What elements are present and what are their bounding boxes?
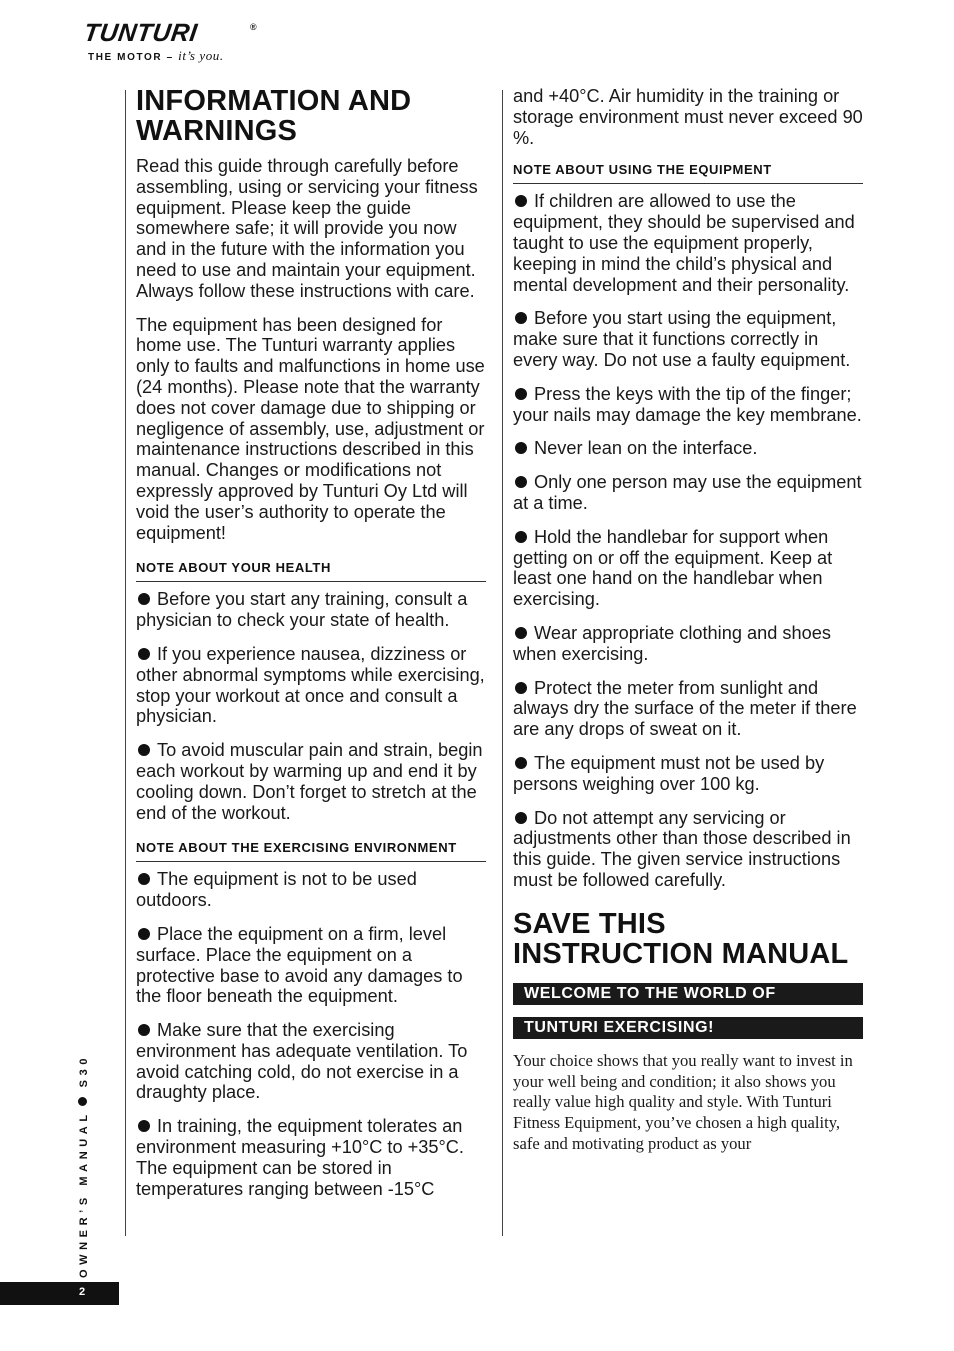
side-label <box>78 1054 90 1278</box>
environment-continued: and +40°C. Air humidity in the training or storage environment must never exceed 90 %. <box>513 86 863 148</box>
right-column <box>513 86 863 1168</box>
page-title: INFORMATION AND WARNINGS <box>136 85 412 147</box>
list-item: In training, the equipment tolerates an environment measuring +10°C to +35°C. The equipment can be stored in temperatures ranging between -15°C <box>136 1116 464 1199</box>
bullet-icon <box>515 195 527 207</box>
tagline-prefix: THE MOTOR – <box>88 52 174 63</box>
tunturi-logo <box>82 19 284 66</box>
list-item: If children are allowed to use the equipment, they should be supervised and taught to use the equipment properly, keeping in mind the child’s physical and mental development and their personality. <box>513 191 855 295</box>
list-item: Before you start using the equipment, make sure that it functions correctly in every way. Do not use a faulty equipment. <box>513 308 851 370</box>
welcome-paragraph: Your choice shows that you really want to invest in your well being and condition; it also shows you really value high quality and style. With Tunturi Fitness Equipment, you’ve chosen a high quality, safe and motivating product as your <box>513 1050 853 1153</box>
bullet-icon <box>138 1120 150 1132</box>
brand-name: TUNTURI <box>82 19 200 47</box>
list-item: Wear appropriate clothing and shoes when exercising. <box>513 622 831 664</box>
bullet-icon <box>515 312 527 324</box>
bullet-icon <box>138 648 150 660</box>
owners-manual-label: OWNER’S MANUAL <box>78 1110 90 1278</box>
intro-paragraph: Read this guide through carefully before assembling, using or servicing your fitness equipment. Please keep the guide somewhere safe; it will provide you now and in the future with the information you need to use and maintain your equipment. Always follow these instructions with care. <box>136 156 478 301</box>
list-item: Never lean on the interface. <box>513 438 863 459</box>
environment-heading: NOTE ABOUT THE EXERCISING ENVIRONMENT <box>136 840 486 862</box>
warranty-paragraph: The equipment has been designed for home use. The Tunturi warranty applies only to faults and malfunctions in home use (24 months). Please note that the warranty does not cover damage due to shipping or negligence of assembly, use, adjustment or maintenance instructions described in this manual. Changes or modifications not expressly approved by Tunturi Oy Ltd will void the user’s authority to operate the equipment! <box>136 314 485 543</box>
health-heading: NOTE ABOUT YOUR HEALTH <box>136 560 486 582</box>
list-item: Protect the meter from sunlight and always dry the surface of the meter if there are any drops of sweat on it. <box>513 677 857 740</box>
page-number: 2 <box>79 1286 86 1298</box>
right-column-rule <box>502 90 503 1236</box>
model-label: S30 <box>78 1053 90 1088</box>
page-number-box <box>0 1282 119 1305</box>
bullet-icon <box>138 928 150 940</box>
welcome-banner-2: TUNTURI EXERCISING! <box>513 1017 863 1039</box>
bullet-icon <box>138 1024 150 1036</box>
list-item: Press the keys with the tip of the finger; your nails may damage the key membrane. <box>513 383 862 425</box>
list-item: The equipment must not be used by persons weighing over 100 kg. <box>513 752 825 794</box>
bullet-icon <box>515 682 527 694</box>
tagline-italic: it’s you. <box>178 48 224 63</box>
list-item: Before you start any training, consult a physician to check your state of health. <box>136 589 468 631</box>
bullet-icon <box>138 744 150 756</box>
bullet-icon <box>515 812 527 824</box>
list-item: The equipment is not to be used outdoors. <box>136 869 417 911</box>
list-item: To avoid muscular pain and strain, begin each workout by warming up and end it by cooling down. Don’t forget to stretch at the end of the workout. <box>136 740 483 823</box>
list-item: Place the equipment on a firm, level surface. Place the equipment on a protective base to avoid any damages to the floor beneath the equipment. <box>136 923 463 1007</box>
brand-tagline <box>88 48 224 64</box>
list-item: Do not attempt any servicing or adjustments other than those described in this guide. The given service instructions must be followed carefully. <box>513 807 851 890</box>
left-column <box>136 86 486 1212</box>
bullet-icon <box>515 531 527 543</box>
list-item: Hold the handlebar for support when getting on or off the equipment. Keep at least one hand on the handlebar when exercising. <box>513 526 833 610</box>
bullet-icon <box>515 442 527 454</box>
list-item: If you experience nausea, dizziness or other abnormal symptoms while exercising, stop your workout at once and consult a physician. <box>136 643 485 727</box>
left-column-rule <box>125 90 126 1236</box>
list-item: Make sure that the exercising environment has adequate ventilation. To avoid catching cold, do not exercise in a draughty place. <box>136 1020 468 1103</box>
welcome-banner-1: WELCOME TO THE WORLD OF <box>513 983 863 1005</box>
registered-mark: ® <box>250 22 257 32</box>
save-manual-title: SAVE THIS INSTRUCTION MANUAL <box>513 907 849 970</box>
list-item: Only one person may use the equipment at a time. <box>513 472 862 513</box>
bullet-icon <box>515 627 527 639</box>
bullet-icon <box>515 476 527 488</box>
separator-dot-icon <box>78 1097 87 1106</box>
bullet-icon <box>138 873 150 885</box>
bullet-icon <box>138 593 150 605</box>
bullet-icon <box>515 388 527 400</box>
usage-heading: NOTE ABOUT USING THE EQUIPMENT <box>513 162 863 184</box>
bullet-icon <box>515 757 527 769</box>
